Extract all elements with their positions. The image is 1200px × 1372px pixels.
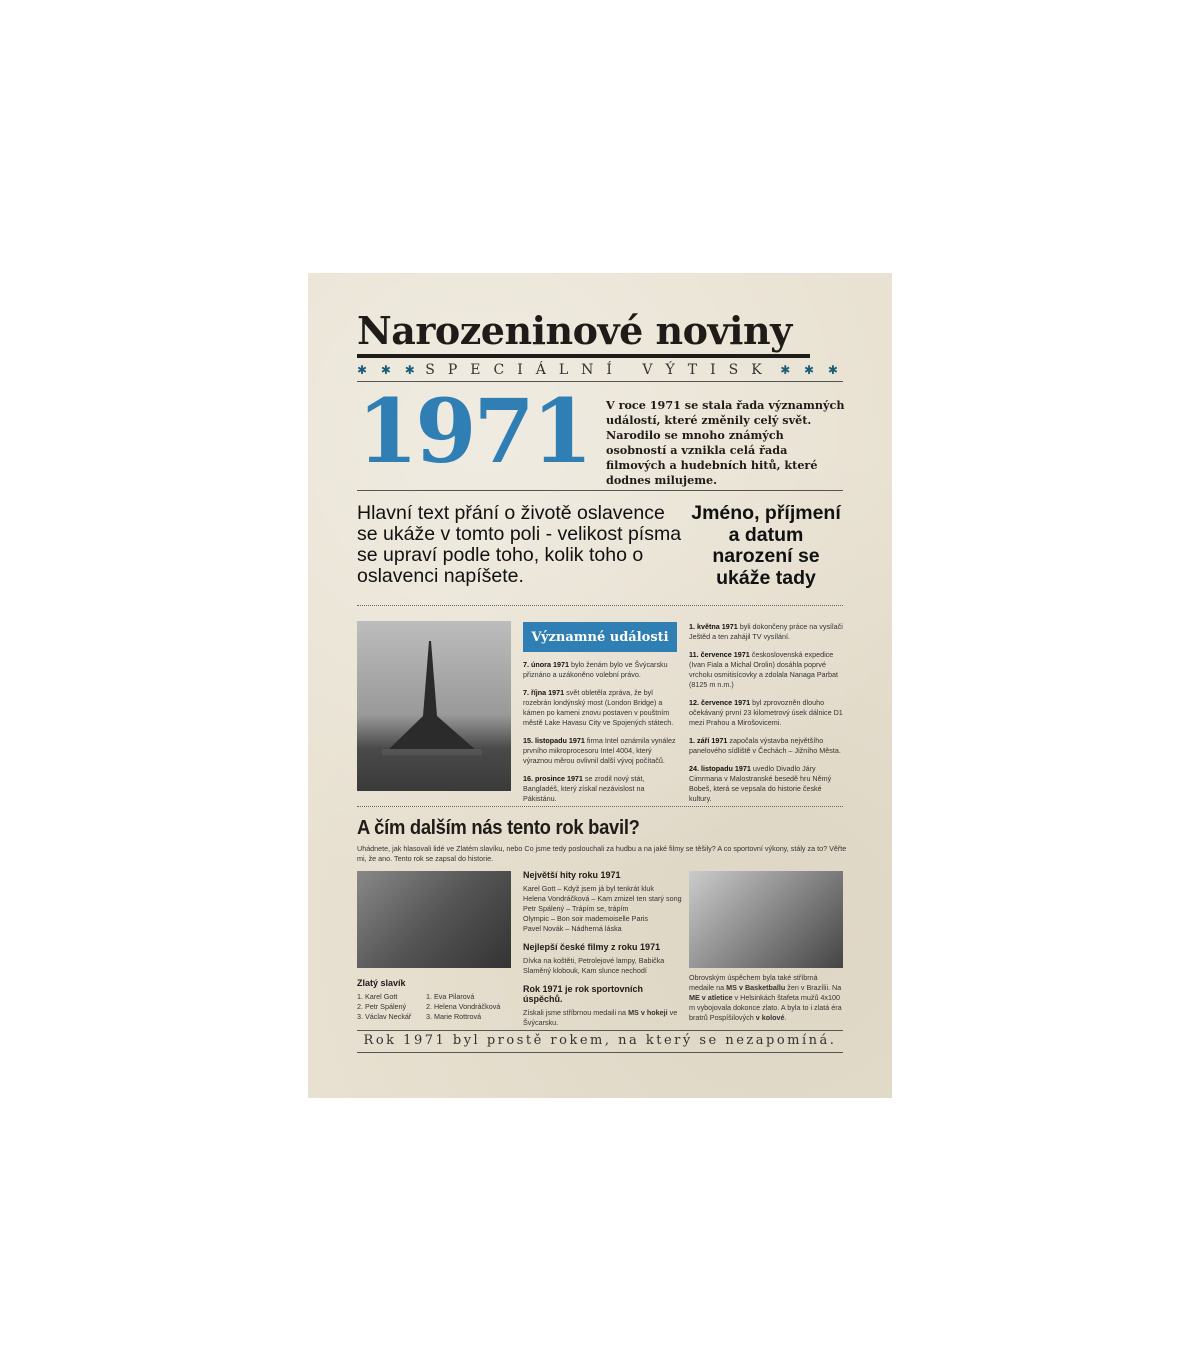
karel-gott-photo xyxy=(357,871,511,968)
text: v Helsinkách štafeta mužů 4x100 m vybojovala dokonce zlato. A byla to i zlatá éra bratrů Pospíšilových xyxy=(689,993,842,1022)
ornament-right: ✱ ✱ ✱ xyxy=(780,363,843,377)
text: . xyxy=(784,1013,787,1022)
events-heading: Významné události xyxy=(523,622,677,652)
text-bold: MS v Basketballu xyxy=(726,983,786,992)
event-item xyxy=(689,736,844,756)
ornament-left: ✱ ✱ ✱ xyxy=(357,363,420,377)
films-heading: Nejlepší české filmy z roku 1971 xyxy=(523,942,661,952)
hits-heading: Největší hity roku 1971 xyxy=(523,870,621,880)
intro-text: V roce 1971 se stala řada významných událostí, které změnily celý svět. Narodilo se mnoho známých osobností a vznikla celá řada filmových a hudebních hitů, které dodnes milujeme. xyxy=(606,398,845,487)
event-item xyxy=(689,764,844,804)
divider xyxy=(357,1030,843,1031)
event-date: 15. listopadu 1971 xyxy=(523,736,585,745)
list-item: 1. Eva Pilarová xyxy=(426,992,475,1001)
event-date: 24. listopadu 1971 xyxy=(689,764,751,773)
slavik-men xyxy=(357,992,412,1022)
event-item xyxy=(523,736,678,766)
list-item: Helena Vondráčková – Kam zmizel ten starý song xyxy=(523,894,682,903)
footer-tagline: Rok 1971 byl prostě rokem, na který se nezapomíná. xyxy=(363,1033,837,1048)
event-text: se zrodil nový stát, Bangladéš, který získal nezávislost na Pákistánu. xyxy=(523,774,645,803)
event-item xyxy=(523,660,678,680)
event-text: svět obletěla zpráva, že byl rozebrán londýnský most (London Bridge) a kámen po kameni znovu postaven v pouštním městě Lake Havasu City ve Spojených státech. xyxy=(523,688,674,727)
event-item xyxy=(523,688,678,728)
list-item: Olympic – Bon soir mademoiselle Paris xyxy=(523,914,649,923)
event-text: firma Intel oznámila vynález prvního mikroprocesoru Intel 4004, který výraznou měrou ovlivnil další vývoj počítačů. xyxy=(523,736,676,765)
event-text: uvedlo Divadlo Járy Cimrmana v Malostranské besedě hru Němý Bobeš, která se vepsala do historie české kultury. xyxy=(689,764,832,803)
newspaper-page xyxy=(308,273,892,1098)
text-bold: v kolové xyxy=(755,1013,785,1022)
text: Získali jsme stříbrnou medaili na xyxy=(523,1008,629,1017)
dotted-divider xyxy=(357,806,843,807)
hockey-player-photo xyxy=(689,871,843,968)
divider xyxy=(357,1052,843,1053)
list-item: 3. Marie Rottrová xyxy=(426,1012,482,1021)
event-date: 1. září 1971 xyxy=(689,736,728,745)
event-item xyxy=(689,698,844,728)
middle-column xyxy=(523,870,683,1028)
list-item: 3. Václav Neckář xyxy=(357,1012,412,1021)
hits-list xyxy=(523,884,683,934)
event-date: 7. února 1971 xyxy=(523,660,569,669)
sport-text-2 xyxy=(689,973,844,1023)
films-text: Dívka na koštěti, Petrolejové lampy, Babička Slaměný klobouk, Kam slunce nechodí xyxy=(523,956,665,975)
divider xyxy=(357,490,843,491)
event-date: 12. července 1971 xyxy=(689,698,751,707)
text: žen v Brazílii. Na xyxy=(785,983,842,992)
name-text: Jméno, příjmení a datum narození se ukáže tady xyxy=(691,502,841,589)
event-date: 16. prosince 1971 xyxy=(523,774,583,783)
event-text: byli dokončeny práce na vysílači Ještěd a ten zahájil TV vysílání. xyxy=(689,622,843,641)
list-item: 2. Petr Spálený xyxy=(357,1002,407,1011)
event-item xyxy=(523,774,678,804)
tower-illustration xyxy=(357,621,511,791)
sport-text xyxy=(523,1008,683,1028)
newspaper-title: Narozeninové noviny xyxy=(357,308,792,353)
event-date: 1. května 1971 xyxy=(689,622,738,631)
slavik-women xyxy=(426,992,500,1022)
events-left-column xyxy=(523,660,678,812)
title-underline xyxy=(357,354,810,358)
zlaty-slavik xyxy=(357,978,517,1022)
section-heading: A čím dalším nás tento rok bavil? xyxy=(357,817,640,839)
slavik-heading: Zlatý slavík xyxy=(357,978,406,988)
event-text: bylo ženám bylo ve Švýcarsku přiznáno a uzákoněno volební právo. xyxy=(523,660,668,679)
subtitle-row xyxy=(357,362,843,378)
event-item xyxy=(689,650,844,690)
list-item: 1. Karel Gott xyxy=(357,992,398,1001)
sport-heading: Rok 1971 je rok sportovních úspěchů. xyxy=(523,984,644,1004)
section-lead: Uhádnete, jak hlasovali lidé ve Zlatém slavíku, nebo Co jsme tedy poslouchali za hudbu a na jaké filmy se těšily? A co sportovní výkony, stály za to? Věřte mi, že ano. Tento rok se zapsal do historie. xyxy=(357,844,847,863)
event-date: 7. října 1971 xyxy=(523,688,565,697)
event-text: československá expedice (Ivan Fiala a Michal Orolin) dosáhla poprvé vrcholu osmitisícovky a zdolala Nanaga Parbat (8125 m n.m.) xyxy=(689,650,839,689)
wish-text: Hlavní text přání o životě oslavence se ukáže v tomto poli - velikost písma se upraví podle toho, kolik toho o oslavenci napíšete. xyxy=(357,502,682,587)
year-heading: 1971 xyxy=(357,379,590,483)
list-item: Petr Spálený – Trápím se, trápím xyxy=(523,904,629,913)
jested-tower-photo xyxy=(357,621,511,791)
text: Obrovským úspěchem byla také stříbrná medaile na xyxy=(689,973,818,992)
text: ve Švýcarsku. xyxy=(523,1008,678,1027)
event-item xyxy=(689,622,844,642)
list-item: 2. Helena Vondráčková xyxy=(426,1002,501,1011)
text-bold: ME v atletice xyxy=(689,993,733,1002)
event-date: 11. července 1971 xyxy=(689,650,750,659)
event-text: započala výstavba největšího panelového sídliště v Čechách – Jižního Města. xyxy=(689,736,841,755)
dotted-divider xyxy=(357,605,843,606)
list-item: Karel Gott – Když jsem já byl tenkrát kluk xyxy=(523,884,655,893)
list-item: Pavel Novák – Nádherná láska xyxy=(523,924,622,933)
event-text: byl zprovozněn dlouho očekávaný první 23 kilometrový úsek dálnice D1 mezi Prahou a Mirošovicemi. xyxy=(689,698,843,727)
text-bold: MS v hokeji xyxy=(628,1008,668,1017)
events-right-column xyxy=(689,622,844,812)
subtitle: SPECIÁLNÍ VÝTISK xyxy=(425,362,775,378)
